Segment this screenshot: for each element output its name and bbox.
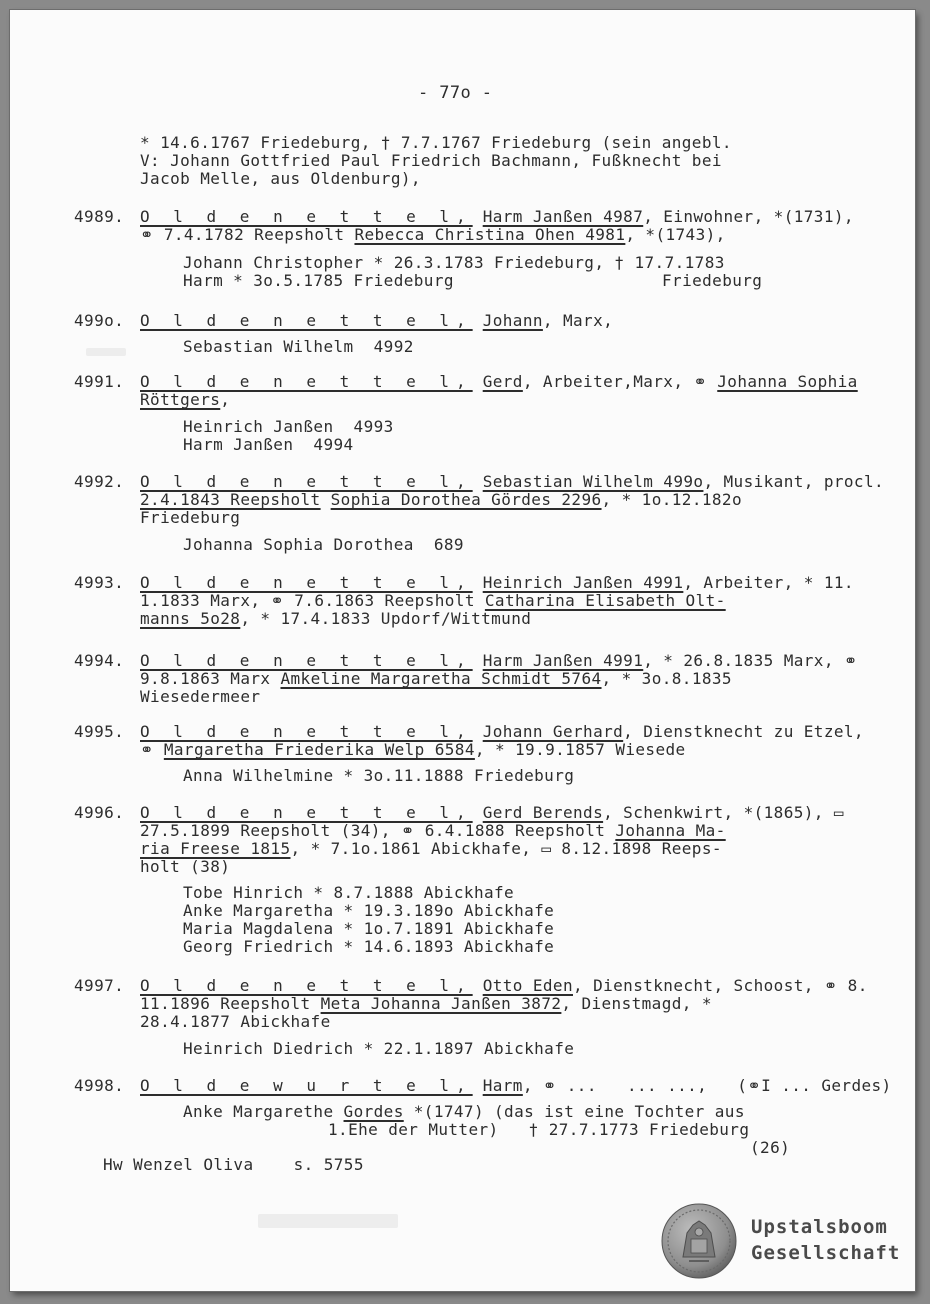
entry-4996-line1 xyxy=(140,804,844,822)
scan-smudge xyxy=(258,1214,398,1228)
child-line: Anke Margaretha * 19.3.189o Abickhafe xyxy=(183,901,555,920)
entry-text: , * 7.1o.1861 Abickhafe, ▭ 8.12.1898 Reeps- xyxy=(290,839,722,858)
spouse-name: Catharina Elisabeth Olt- xyxy=(484,591,726,610)
entry-text: *(1747) (das ist eine Tochter aus xyxy=(403,1102,745,1121)
child-line: Anna Wilhelmine * 3o.11.1888 Friedeburg xyxy=(183,766,575,785)
child-name: Gordes xyxy=(343,1102,404,1121)
entry-text: 9.8.1863 Marx xyxy=(140,669,281,688)
entry-4997-line3: 28.4.1877 Abickhafe xyxy=(140,1012,331,1031)
entry-number: 4997. xyxy=(74,976,125,995)
surname: O l d e w u r t e l, xyxy=(140,1076,473,1095)
given-name: Harm Janßen 4987 xyxy=(482,207,644,226)
entry-4991-line2 xyxy=(140,391,230,409)
surname: O l d e n e t t e l, xyxy=(140,372,473,391)
entry-number: 4994. xyxy=(74,651,125,670)
entry-text: , * 3o.8.1835 xyxy=(601,669,732,688)
entry-4993-line2 xyxy=(140,592,726,610)
entry-4992-line3: Friedeburg xyxy=(140,508,241,527)
entry-4994-line2 xyxy=(140,670,732,688)
child-line: Tobe Hinrich * 8.7.1888 Abickhafe xyxy=(183,883,515,902)
surname: O l d e n e t t e l, xyxy=(140,803,473,822)
document-page xyxy=(10,10,915,1291)
entry-4998-child xyxy=(183,1103,745,1121)
child-line-right: Friedeburg xyxy=(662,271,763,290)
intro-line: Jacob Melle, aus Oldenburg), xyxy=(140,169,421,188)
surname: O l d e n e t t e l, xyxy=(140,573,473,592)
entry-text: , Arbeiter, * 11. xyxy=(683,573,854,592)
entry-number: 4992. xyxy=(74,472,125,491)
spouse-name: Röttgers xyxy=(140,390,221,409)
spouse-name: Sophia Dorothea Gördes 2296 xyxy=(330,490,602,509)
entry-text: 1.1833 Marx, ⚭ 7.6.1863 Reepsholt xyxy=(140,591,485,610)
entry-text: , Dienstknecht, Schoost, ⚭ 8. xyxy=(573,976,868,995)
entry-text: ⚭ 7.4.1782 Reepsholt xyxy=(140,225,355,244)
spouse-name: Margaretha Friederika Welp 6584 xyxy=(163,740,475,759)
entry-text: , * 1o.12.182o xyxy=(601,490,742,509)
child-line: Johann Christopher * 26.3.1783 Friedeburg, † 17.7.1783 xyxy=(183,253,725,272)
entry-text: , Dienstknecht zu Etzel, xyxy=(623,722,864,741)
given-name: Gerd Berends xyxy=(482,803,604,822)
page-number: - 77o - xyxy=(418,83,493,103)
marriage-date: 2.4.1843 Reepsholt xyxy=(140,490,321,509)
entry-number: 4995. xyxy=(74,722,125,741)
entry-4993-line1 xyxy=(140,574,854,592)
entry-text: , * 26.8.1835 Marx, ⚭ xyxy=(643,651,858,670)
intro-line: V: Johann Gottfried Paul Friedrich Bachmann, Fußknecht bei xyxy=(140,151,722,170)
entry-text: , Einwohner, *(1731), xyxy=(643,207,854,226)
given-name: Heinrich Janßen 4991 xyxy=(482,573,684,592)
entry-text: , * 19.9.1857 Wiesede xyxy=(474,740,686,759)
entry-number: 4991. xyxy=(74,372,125,391)
entry-text: , Musikant, procl. xyxy=(703,472,885,491)
entry-text: , Arbeiter,Marx, ⚭ xyxy=(522,372,718,391)
surname: O l d e n e t t e l, xyxy=(140,651,473,670)
entry-4996-line4: holt (38) xyxy=(140,857,231,876)
entry-4995-line2 xyxy=(140,741,686,759)
surname: O l d e n e t t e l, xyxy=(140,976,473,995)
entry-text: , xyxy=(220,390,231,409)
entry-number: 4989. xyxy=(74,207,125,226)
entry-4994-line3: Wiesedermeer xyxy=(140,687,261,706)
entry-4998-line1 xyxy=(140,1077,892,1095)
entry-4992-line2 xyxy=(140,491,742,509)
entry-text: 11.1896 Reepsholt xyxy=(140,994,321,1013)
spouse-name: Meta Johanna Janßen 3872 xyxy=(320,994,562,1013)
entry-number: 499o. xyxy=(74,311,125,330)
child-line: Heinrich Janßen 4993 xyxy=(183,417,394,436)
entry-number: 4993. xyxy=(74,573,125,592)
entry-4991-line1 xyxy=(140,373,858,391)
child-line: Sebastian Wilhelm 4992 xyxy=(183,337,414,356)
child-line: Heinrich Diedrich * 22.1.1897 Abickhafe xyxy=(183,1039,575,1058)
scan-smudge xyxy=(86,348,126,356)
given-name: Harm xyxy=(482,1076,523,1095)
entry-4993-line3 xyxy=(140,610,531,628)
entry-4992-line1 xyxy=(140,473,884,491)
entry-4996-line2 xyxy=(140,822,726,840)
entry-text: ⚭ xyxy=(140,740,164,759)
child-line: Johanna Sophia Dorothea 689 xyxy=(183,535,464,554)
entry-4990-line1 xyxy=(140,312,613,330)
child-line: Georg Friedrich * 14.6.1893 Abickhafe xyxy=(183,937,555,956)
child-count: (26) xyxy=(750,1138,791,1157)
entry-4997-line1 xyxy=(140,977,868,995)
child-line: Harm Janßen 4994 xyxy=(183,435,354,454)
entry-text: 27.5.1899 Reepsholt (34), ⚭ 6.4.1888 Reepsholt xyxy=(140,821,616,840)
entry-text: , * 17.4.1833 Updorf/Wittmund xyxy=(240,609,532,628)
spouse-name: Rebecca Christina Ohen 4981 xyxy=(354,225,626,244)
surname: O l d e n e t t e l, xyxy=(140,472,473,491)
entry-text: Anke Margarethe xyxy=(183,1102,344,1121)
entry-text: , Dienstmagd, * xyxy=(561,994,712,1013)
given-name: Harm Janßen 4991 xyxy=(482,651,644,670)
spouse-name: Johanna Sophia xyxy=(717,372,858,391)
given-name: Gerd xyxy=(482,372,523,391)
footer-note: Hw Wenzel Oliva s. 5755 xyxy=(103,1155,364,1174)
entry-4997-line2 xyxy=(140,995,712,1013)
entry-text: , *(1743), xyxy=(625,225,726,244)
entry-4996-line3 xyxy=(140,840,722,858)
entry-text: , ⚭ ... ... ..., (⚭I ... Gerdes) xyxy=(522,1076,892,1095)
logo-text-line2: Gesellschaft xyxy=(751,1242,901,1264)
given-name: Johann xyxy=(482,311,543,330)
surname: O l d e n e t t e l, xyxy=(140,207,473,226)
child-line: Harm * 3o.5.1785 Friedeburg xyxy=(183,271,454,290)
spouse-name: Amkeline Margaretha Schmidt 5764 xyxy=(280,669,602,688)
surname: O l d e n e t t e l, xyxy=(140,722,473,741)
spouse-name: Johanna Ma- xyxy=(615,821,726,840)
entry-text: , Schenkwirt, *(1865), ▭ xyxy=(603,803,844,822)
given-name: Sebastian Wilhelm 499o xyxy=(482,472,704,491)
given-name: Johann Gerhard xyxy=(482,722,624,741)
entry-4998-child-line2: 1.Ehe der Mutter) † 27.7.1773 Friedeburg xyxy=(328,1120,750,1139)
entry-4989-line1 xyxy=(140,208,854,226)
intro-line: * 14.6.1767 Friedeburg, † 7.7.1767 Friedeburg (sein angebl. xyxy=(140,133,732,152)
spouse-name: ria Freese 1815 xyxy=(140,839,291,858)
given-name: Otto Eden xyxy=(482,976,573,995)
entry-number: 4998. xyxy=(74,1076,125,1095)
child-line: Maria Magdalena * 1o.7.1891 Abickhafe xyxy=(183,919,555,938)
entry-4995-line1 xyxy=(140,723,864,741)
surname: O l d e n e t t e l, xyxy=(140,311,473,330)
entry-number: 4996. xyxy=(74,803,125,822)
entry-4989-line2 xyxy=(140,226,726,244)
entry-4994-line1 xyxy=(140,652,858,670)
upstalsboom-seal-icon xyxy=(661,1203,737,1279)
logo-text-line1: Upstalsboom xyxy=(751,1216,888,1238)
spouse-name: manns 5o28 xyxy=(140,609,241,628)
entry-text: , Marx, xyxy=(542,311,614,330)
